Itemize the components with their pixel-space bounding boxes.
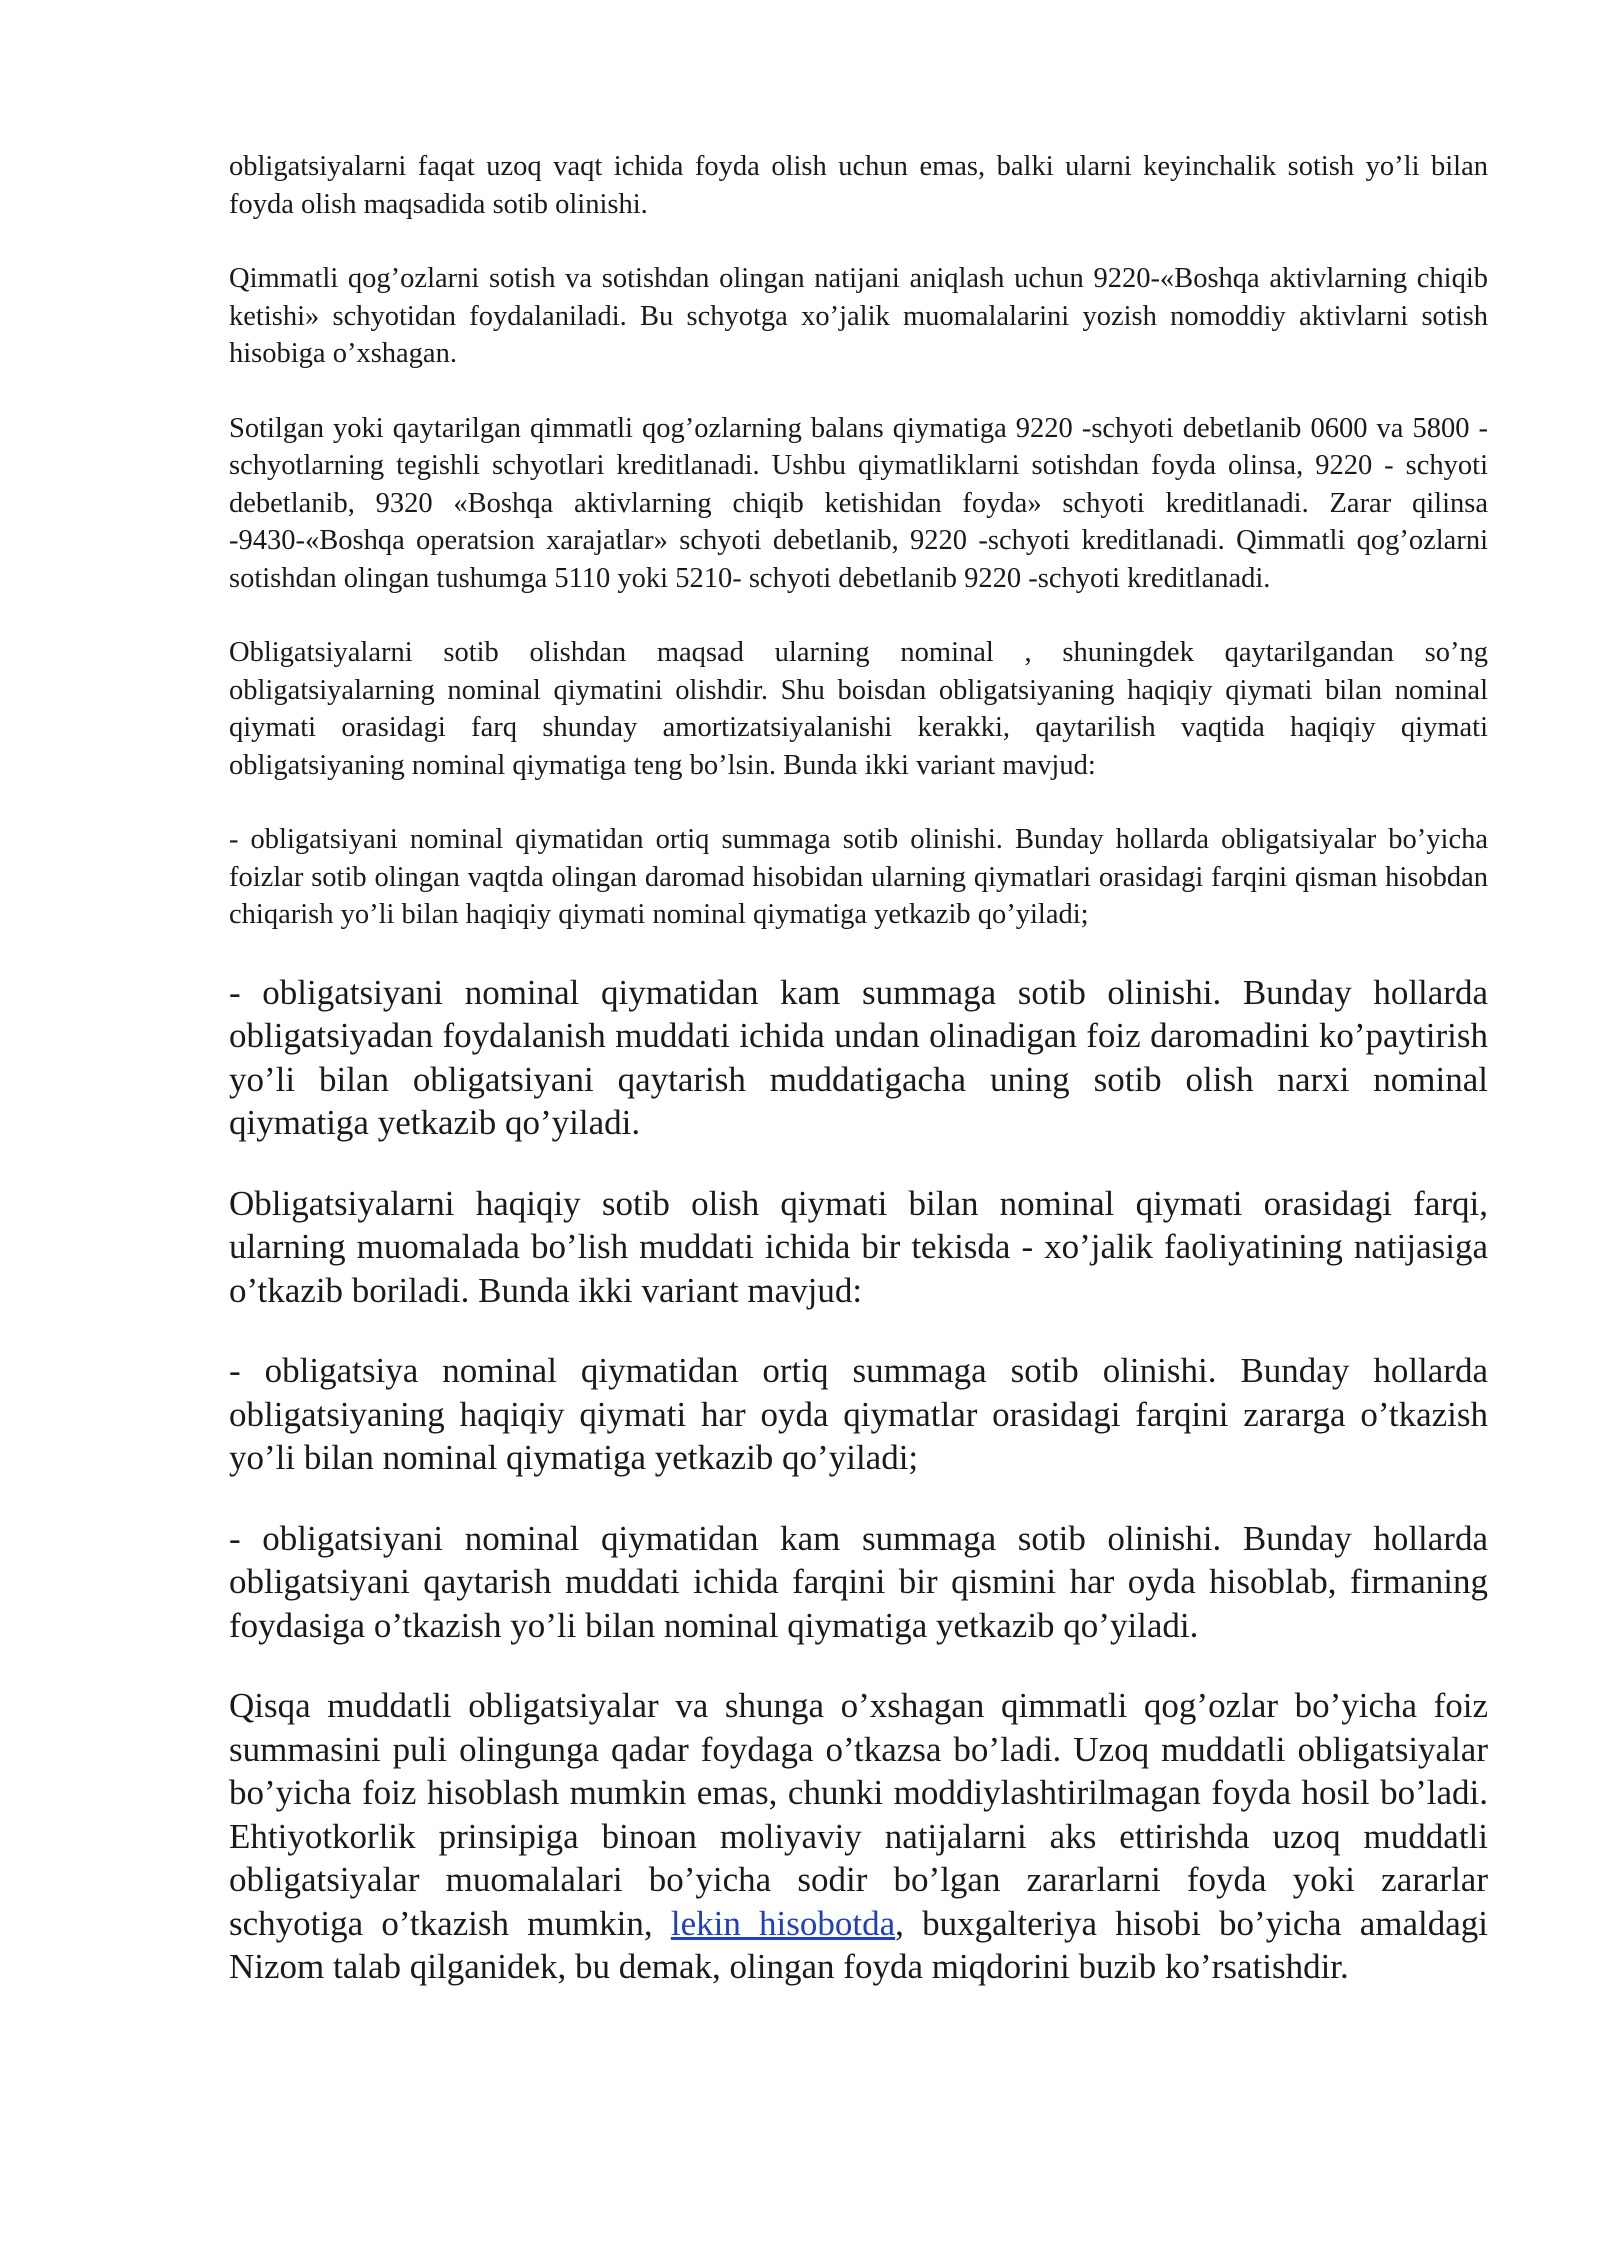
paragraph-10 [229, 1684, 1488, 1989]
document-page [229, 148, 1488, 2026]
paragraph-7: Obligatsiyalarni haqiqiy sotib olish qiymati bilan nominal qiymati orasidagi farqi, ularning muomalada bo’lish muddati ichida bir tekisda - xo’jalik faoliyatining natijasiga o’tkazib boriladi. Bunda ikki variant mavjud: [229, 1183, 1488, 1310]
paragraph-4: Obligatsiyalarni sotib olishdan maqsad ularning nominal , shuningdek qaytarilgandan so’ng obligatsiyalarning nominal qiymatini olishdir. Shu boisdan obligatsiyaning haqiqiy qiymati bilan nominal qiymati orasidagi farq shunday amortizatsiyalanishi kerakki, qaytarilish vaqtida haqiqiy qiymati obligatsiyaning nominal qiymatiga teng bo’lsin. Bunda ikki variant mavjud: [229, 637, 1488, 781]
paragraph-5: - obligatsiyani nominal qiymatidan ortiq summaga sotib olinishi. Bunday hollarda obligatsiyalar bo’yicha foizlar sotib olingan vaqtda olingan daromad hisobidan ularning qiymatlari orasidagi farqini qisman hisobdan chiqarish yo’li bilan haqiqiy qiymati nominal qiymatiga yetkazib qo’yiladi; [229, 824, 1488, 930]
paragraph-2: Qimmatli qog’ozlarni sotish va sotishdan olingan natijani aniqlash uchun 9220-«Boshqa aktivlarning chiqib ketishi» schyotidan foydalaniladi. Bu schyotga xo’jalik muomalalarini yozish nomoddiy aktivlarni sotish hisobiga o’xshagan. [229, 263, 1488, 369]
paragraph-8: - obligatsiya nominal qiymatidan ortiq summaga sotib olinishi. Bunday hollarda obligatsiyaning haqiqiy qiymati har oyda qiymatlar orasidagi farqini zararga o’tkazish yo’li bilan nominal qiymatiga yetkazib qo’yiladi; [229, 1351, 1488, 1477]
paragraph-10-text-end: , buxgalteriya hisobi bo’yicha amaldagi Nizom talab qilganidek, bu demak, olingan foyda miqdorini buzib ko’rsatishdir. [229, 1903, 1488, 1986]
paragraph-10-text-start: Qisqa muddatli obligatsiyalar va shunga o’xshagan qimmatli qog’ozlar bo’yicha foiz summasini puli olingunga qadar foydaga o’tkazsa bo’ladi. Uzoq muddatli obligatsiyalar bo’yicha foiz hisoblash mumkin emas, chunki moddiylashtirilmagan foyda hosil bo’ladi. Ehtiyotkorlik prinsipiga binoan moliyaviy natijalarni aks ettirishda uzoq muddatli obligatsiyalar muomalalari bo’yicha sodir bo’lgan zararlarni foyda yoki zararlar schyotiga o’tkazish mumkin, [229, 1686, 1488, 1943]
hisobotda-link[interactable]: lekin hisobotda [670, 1903, 896, 1943]
paragraph-3: Sotilgan yoki qaytarilgan qimmatli qog’ozlarning balans qiymatiga 9220 -schyoti debetlanib 0600 va 5800 - schyotlarning tegishli schyotlari kreditlanadi. Ushbu qiymatliklarni sotishdan foyda olinsa, 9220 - schyoti debetlanib, 9320 «Boshqa aktivlarning chiqib ketishidan foyda» schyoti kreditlanadi. Zarar qilinsa -9430-«Boshqa operatsion xarajatlar» schyoti debetlanib, 9220 -schyoti kreditlanadi. Qimmatli qog’ozlarni sotishdan olingan tushumga 5110 yoki 5210- schyoti debetlanib 9220 -schyoti kreditlanadi. [229, 412, 1488, 594]
paragraph-6: - obligatsiyani nominal qiymatidan kam summaga sotib olinishi. Bunday hollarda obligatsiyadan foydalanish muddati ichida undan olinadigan foiz daromadini ko’paytirish yo’li bilan obligatsiyani qaytarish muddatigacha uning sotib olish narxi nominal qiymatiga yetkazib qo’yiladi. [229, 972, 1488, 1142]
paragraph-9: - obligatsiyani nominal qiymatidan kam summaga sotib olinishi. Bunday hollarda obligatsiyani qaytarish muddati ichida farqini bir qismini har oyda hisoblab, firmaning foydasiga o’tkazish yo’li bilan nominal qiymatiga yetkazib qo’yiladi. [229, 1518, 1488, 1645]
paragraph-1: obligatsiyalarni faqat uzoq vaqt ichida foyda olish uchun emas, balki ularni keyinchalik sotish yo’li bilan foyda olish maqsadida sotib olinishi. [229, 151, 1488, 220]
